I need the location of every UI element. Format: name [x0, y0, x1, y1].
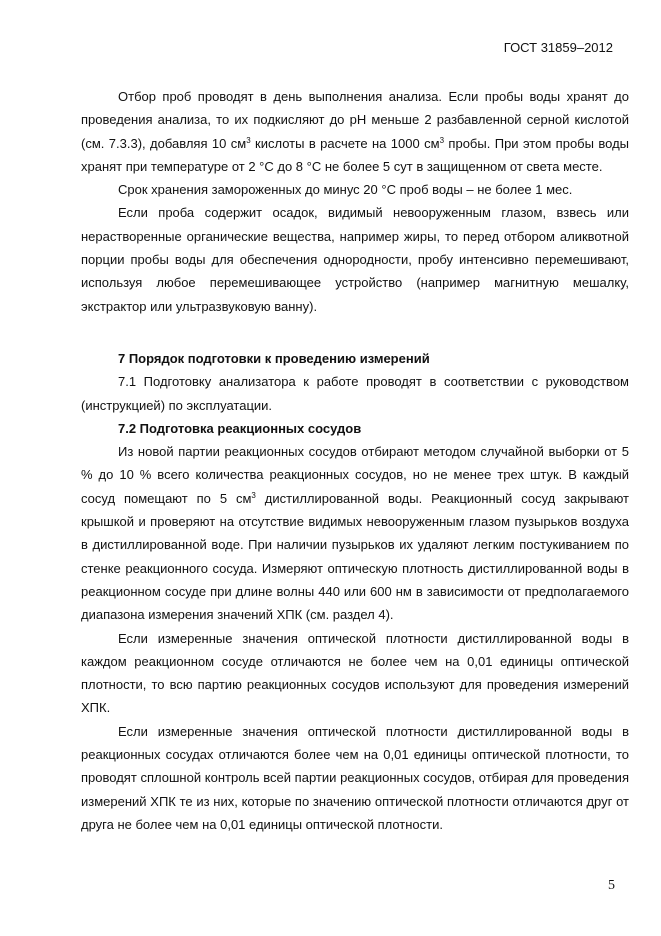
superscript: 3 — [439, 135, 445, 145]
paragraph-7-1: 7.1 Подготовку анализатора к работе проводят в соответствии с руководством (инструкцией) по эксплуатации. — [81, 374, 629, 413]
text-segment: дистиллированной воды. Реакционный сосуд закрывают крышкой и проверяют на отсутствие видимых невооруженным глазом пузырьков воздуха в дистиллированной воде. При наличии пузырьков их удаляют легким постукиванием по стенке реакционного сосуда. Измеряют оптическую плотность дистиллированной воды в реакционном сосуде при длине волны 440 или 600 нм в зависимости от предполагаемого диапазона измерения значений ХПК (см. раздел 4). — [81, 490, 630, 623]
text-segment: Из новой партии реакционных сосудов отбирают методом случайной выборки от 5 % до 10 % всего количества реакционных сосудов, но не менее трех штук. В каждый сосуд помещают по 5 см — [81, 444, 629, 506]
superscript: 3 — [246, 135, 251, 145]
text-segment: Отбор проб проводят в день выполнения анализа. Если пробы воды хранят до проведения анализа, то их подкисляют до pH меньше 2 разбавленной серной кислотой (см. 7.3.3), добавляя 10 см — [81, 89, 629, 151]
document-body — [81, 85, 629, 836]
section-heading-7: 7 Порядок подготовки к проведению измерений — [118, 350, 430, 366]
paragraph-7-2-reject: Если измеренные значения оптической плотности дистиллированной воды в реакционных сосудах отличаются более чем на 0,01 единицы оптической плотности, то проводят сплошной контроль всей партии реакционных сосудов, отбирая для проведения измерений ХПК те из них, которые по значению оптической плотности отличаются друг от друга не более чем на 0,01 единицы оптической плотности. — [81, 723, 629, 832]
page-number: 5 — [608, 878, 615, 893]
paragraph-7-2-selection — [81, 440, 629, 626]
text-segment: кислоты в расчете на 1000 см — [250, 135, 440, 151]
paragraph-storage: Срок хранения замороженных до минус 20 °С проб воды – не более 1 мес. — [118, 182, 573, 198]
paragraph-7-2-accept: Если измеренные значения оптической плотности дистиллированной воды в каждом реакционном сосуде отличаются не более чем на 0,01 единицы оптической плотности, то всю партию реакционных сосудов используют для проведения измерений ХПК. — [81, 630, 629, 716]
paragraph-sampling — [81, 85, 629, 178]
document-header: ГОСТ 31859–2012 — [503, 40, 613, 55]
superscript: 3 — [251, 490, 256, 500]
text-segment: пробы. При этом пробы воды хранят при температуре от 2 °С до 8 °С не более 5 сут в защищенном от света месте. — [81, 135, 630, 174]
section-heading-7-2: 7.2 Подготовка реакционных сосудов — [118, 420, 362, 436]
paragraph-sediment: Если проба содержит осадок, видимый невооруженным глазом, взвесь или нерастворенные органические вещества, например жиры, то перед отбором аликвотной порции пробы воды для обеспечения однородности, пробу интенсивно перемешивают, используя любое перемешивающее устройство (например магнитную мешалку, экстрактор или ультразвуковую ванну). — [81, 205, 629, 314]
section-gap — [81, 318, 629, 347]
